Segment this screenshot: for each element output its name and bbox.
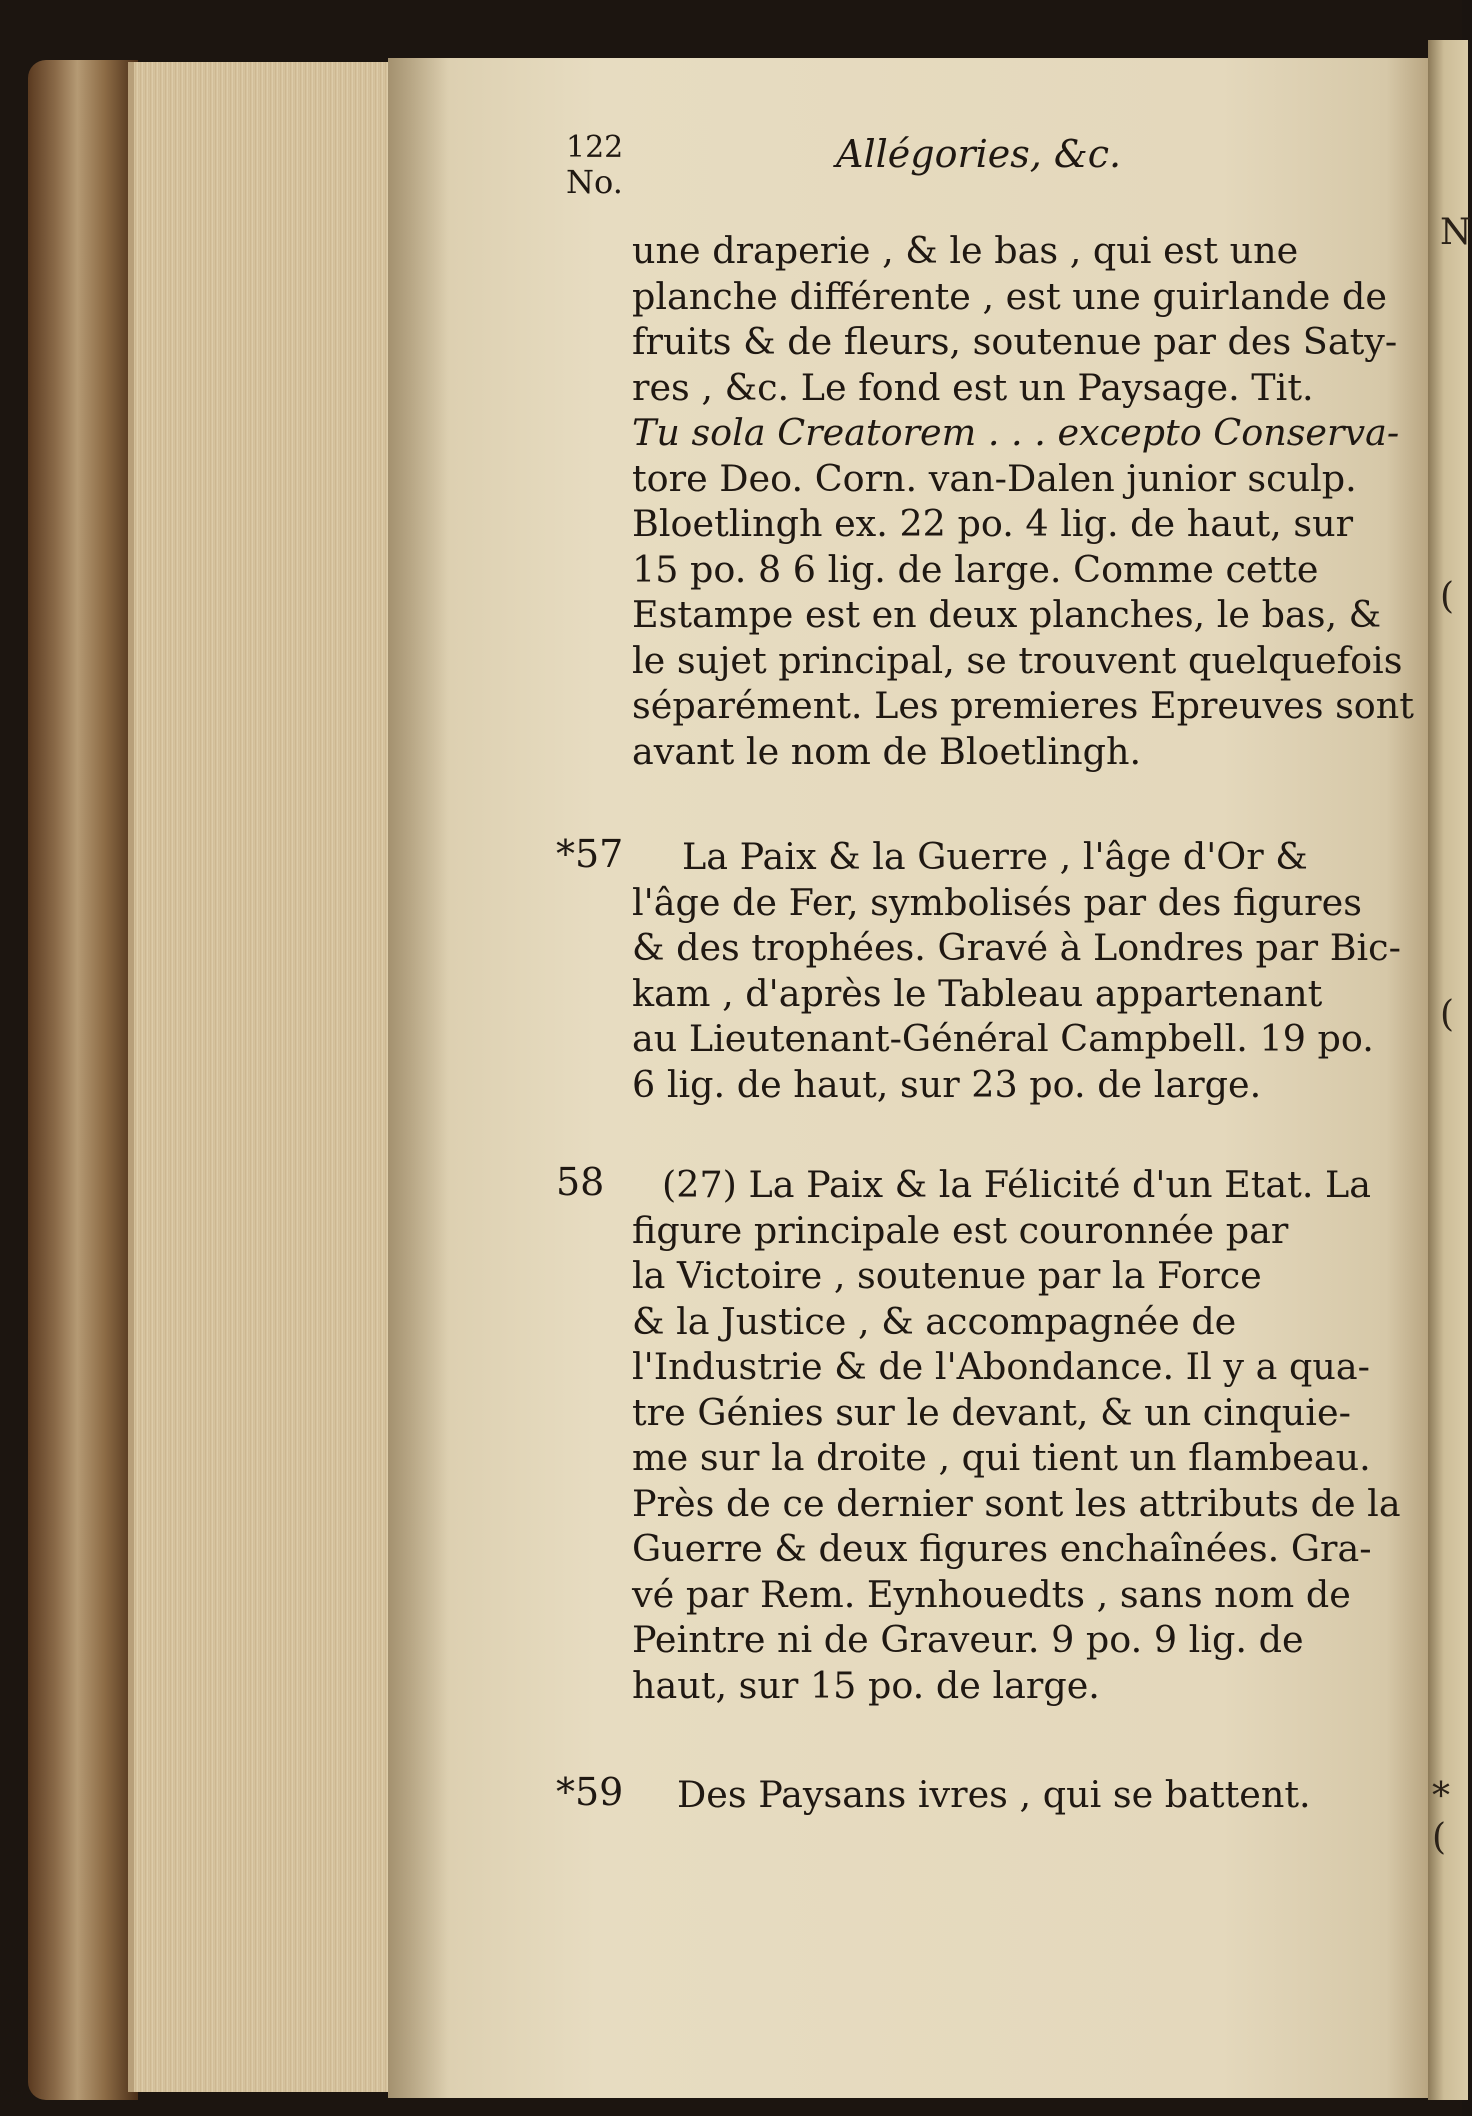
text-line: une draperie , & le bas , qui est une <box>632 229 1299 272</box>
running-title: Allégories, &c. <box>836 132 1122 176</box>
text-line: kam , d'après le Tableau appartenant <box>632 971 1323 1015</box>
text-line: le sujet principal, se trouvent quelquefois <box>632 638 1403 682</box>
facing-page-fragment: ( <box>1440 576 1455 617</box>
text-line: séparément. Les premieres Epreuves sont <box>632 684 1414 727</box>
text-line: vé par Rem. Eynhouedts , sans nom de <box>632 1572 1351 1616</box>
facing-page-fragment: ( <box>1440 994 1455 1035</box>
text-line: haut, sur 15 po. de large. <box>632 1663 1100 1707</box>
entry-number: *59 <box>556 1770 624 1814</box>
text-line: tre Génies sur le devant, & un cinquie- <box>632 1390 1351 1434</box>
text-line: 15 po. 8 6 lig. de large. Comme cette <box>632 547 1319 591</box>
text-line: l'Industrie & de l'Abondance. Il y a qua- <box>632 1345 1370 1388</box>
continuation-paragraph <box>632 228 1414 774</box>
text-line: Bloetlingh ex. 22 po. 4 lig. de haut, sur <box>632 502 1354 545</box>
text-line: & des trophées. Gravé à Londres par Bic- <box>632 926 1401 969</box>
text-line: res , &c. Le fond est un Paysage. Tit. <box>632 365 1314 409</box>
text-line: Tu sola Creatorem . . . excepto Conserva- <box>632 411 1400 454</box>
text-line: (27) La Paix & la Félicité d'un Etat. La <box>662 1163 1372 1206</box>
page-edges <box>128 62 396 2092</box>
text-line: & la Justice , & accompagnée de <box>632 1299 1237 1343</box>
entry-59 <box>632 1772 1311 1818</box>
text-line: tore Deo. Corn. van-Dalen junior sculp. <box>632 456 1357 500</box>
number-column-label: No. <box>566 163 623 201</box>
text-line: fruits & de fleurs, soutenue par des Saty- <box>632 320 1398 363</box>
leather-cover <box>28 60 138 2100</box>
text-line: Des Paysans ivres , qui se battent. <box>677 1773 1311 1816</box>
text-line: me sur la droite , qui tient un flambeau. <box>632 1436 1371 1479</box>
text-line: 6 lig. de haut, sur 23 po. de large. <box>632 1062 1262 1106</box>
text-line: Estampe est en deux planches, le bas, & <box>632 593 1382 636</box>
entry-number: 58 <box>556 1160 605 1204</box>
text-line: avant le nom de Bloetlingh. <box>632 729 1142 773</box>
text-line: au Lieutenant-Général Campbell. 19 po. <box>632 1017 1374 1060</box>
page-number: 122 <box>566 130 624 165</box>
facing-page-fragment: N <box>1440 212 1472 253</box>
text-line: Peintre ni de Graveur. 9 po. 9 lig. de <box>632 1618 1304 1661</box>
text-line: planche différente , est une guirlande de <box>632 274 1387 318</box>
text-line: figure principale est couronnée par <box>632 1208 1289 1252</box>
text-line: Près de ce dernier sont les attributs de la <box>632 1481 1401 1525</box>
text-line: La Paix & la Guerre , l'âge d'Or & <box>682 835 1308 878</box>
entry-number: *57 <box>556 832 624 876</box>
text-line: Guerre & deux figures enchaînées. Gra- <box>632 1527 1372 1570</box>
entry-58 <box>632 1162 1401 1708</box>
facing-page-fragment: *( <box>1432 1776 1450 1858</box>
gutter-shadow <box>388 58 448 2098</box>
text-line: la Victoire , soutenue par la Force <box>632 1254 1262 1297</box>
text-line: l'âge de Fer, symbolisés par des figures <box>632 880 1362 924</box>
entry-57 <box>632 834 1401 1107</box>
